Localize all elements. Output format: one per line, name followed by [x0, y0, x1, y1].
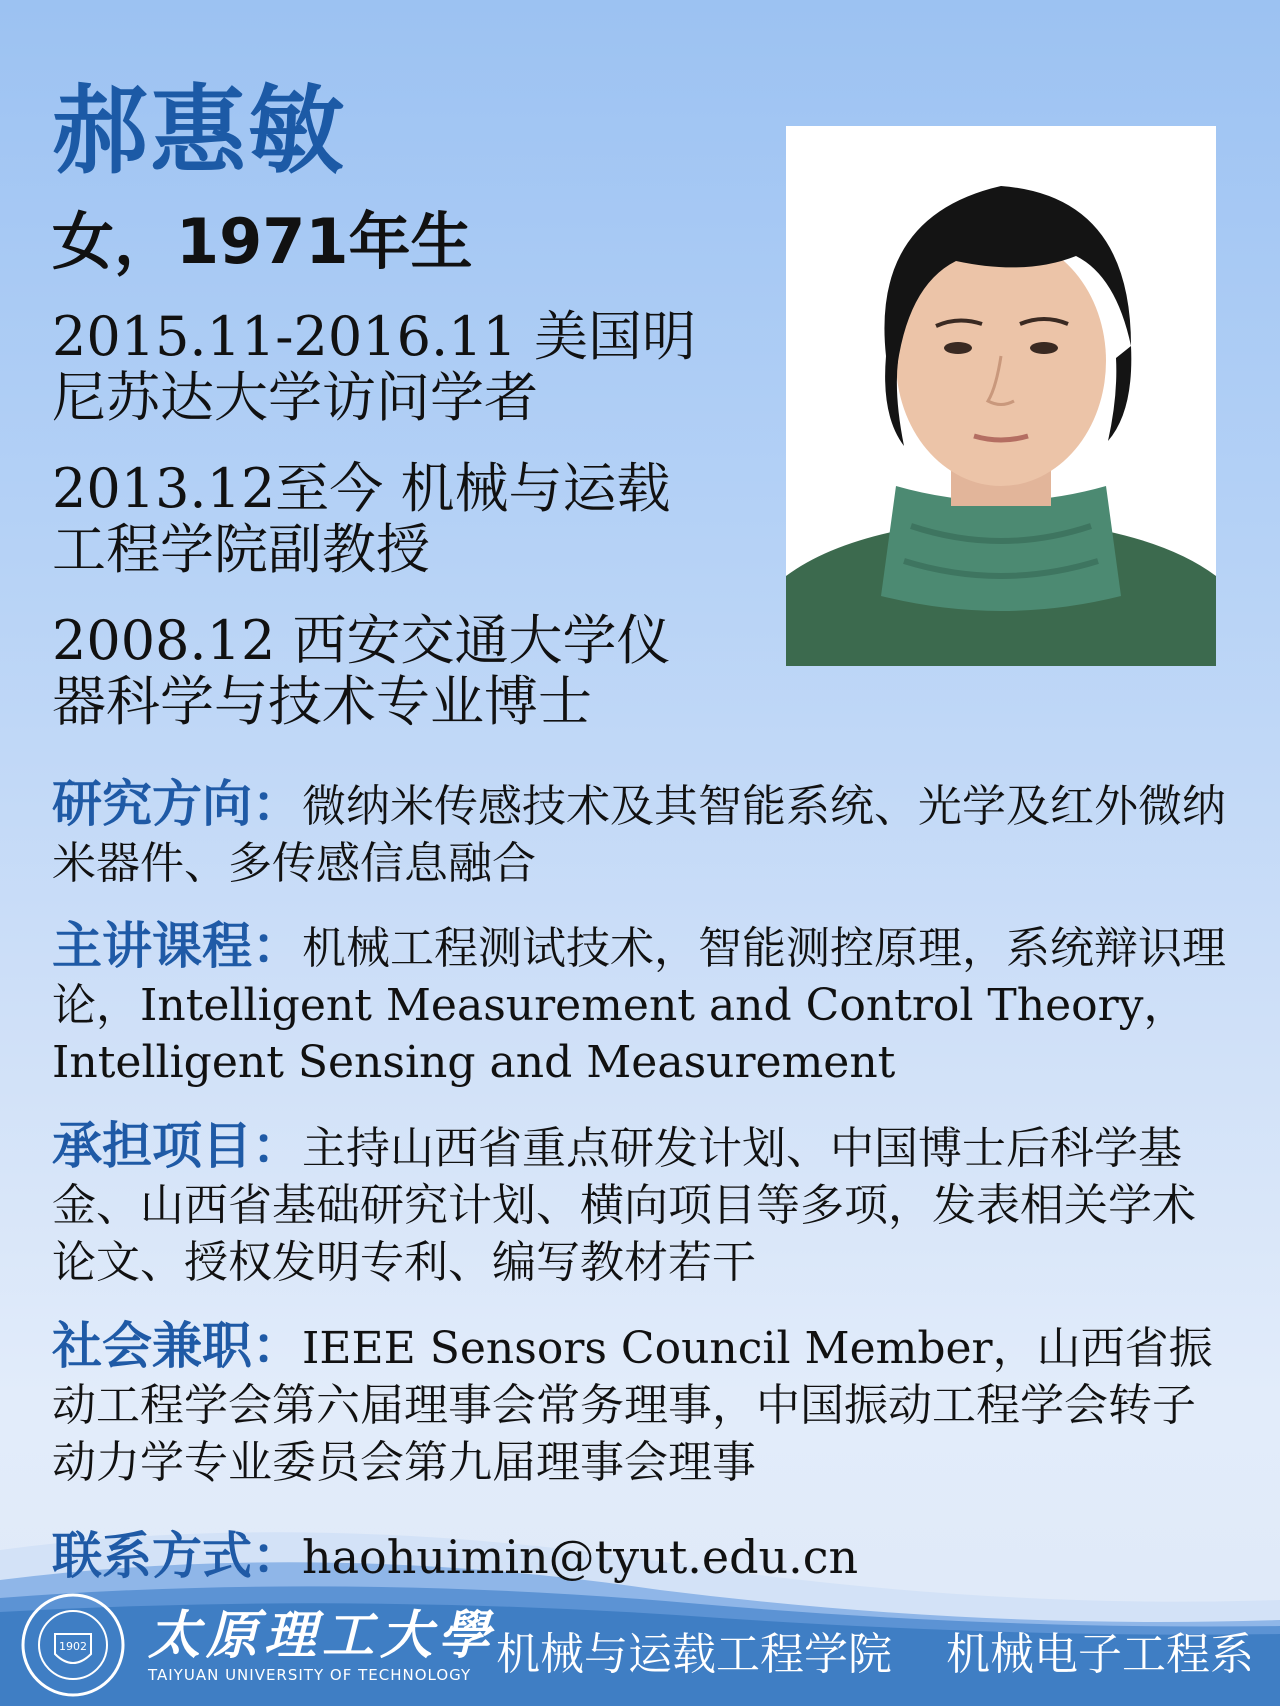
- career-item: 2013.12至今 机械与运载工程学院副教授: [52, 457, 671, 581]
- courses-label: 主讲课程：: [52, 917, 302, 975]
- person-name: 郝惠敏: [52, 75, 346, 187]
- career-item: 2008.12 西安交通大学仪器科学与技术专业博士: [52, 609, 671, 733]
- projects-text: 主持山西省重点研发计划、中国博士后科学基金、山西省基础研究计划、横向项目等多项，发表相关学术论文、授权发明专利、编写教材若干: [52, 1123, 1196, 1288]
- seal-year: 1902: [59, 1640, 87, 1653]
- contact-label: 联系方式：: [52, 1527, 302, 1585]
- research-label: 研究方向：: [52, 775, 302, 833]
- courses: [52, 918, 1232, 1091]
- roles-label: 社会兼职：: [52, 1317, 302, 1375]
- university-seal-icon: [20, 1592, 126, 1698]
- department-name: 机械电子工程系: [946, 1629, 1254, 1680]
- gender-birth-year: 女，1971年生: [52, 205, 473, 278]
- portrait-photo: [786, 126, 1216, 666]
- college-name: 机械与运载工程学院: [496, 1629, 892, 1680]
- social-roles: [52, 1318, 1232, 1491]
- roles-text: IEEE Sensors Council Member，山西省振动工程学会第六届理事会常务理事，中国振动工程学会转子动力学专业委员会第九届理事会理事: [52, 1323, 1213, 1488]
- university-name: [148, 1606, 496, 1684]
- courses-text: 机械工程测试技术，智能测控原理，系统辩识理论，Intelligent Measurement and Control Theory，Intelligent Sensing and Measurement: [52, 923, 1226, 1088]
- career-item: 2015.11-2016.11 美国明尼苏达大学访问学者: [52, 305, 697, 429]
- university-name-en: TAIYUAN UNIVERSITY OF TECHNOLOGY: [148, 1666, 472, 1684]
- contact-email[interactable]: haohuimin@tyut.edu.cn: [302, 1530, 859, 1584]
- portrait-image: [786, 126, 1216, 666]
- career-list: [52, 306, 712, 762]
- university-name-cn: 太原理工大學: [148, 1605, 497, 1666]
- projects-label: 承担项目：: [52, 1117, 302, 1175]
- projects: [52, 1118, 1232, 1291]
- research-text: 微纳米传感技术及其智能系统、光学及红外微纳米器件、多传感信息融合: [52, 781, 1226, 889]
- contact: [52, 1516, 858, 1588]
- university-logo: [20, 1592, 496, 1698]
- research-direction: [52, 776, 1232, 892]
